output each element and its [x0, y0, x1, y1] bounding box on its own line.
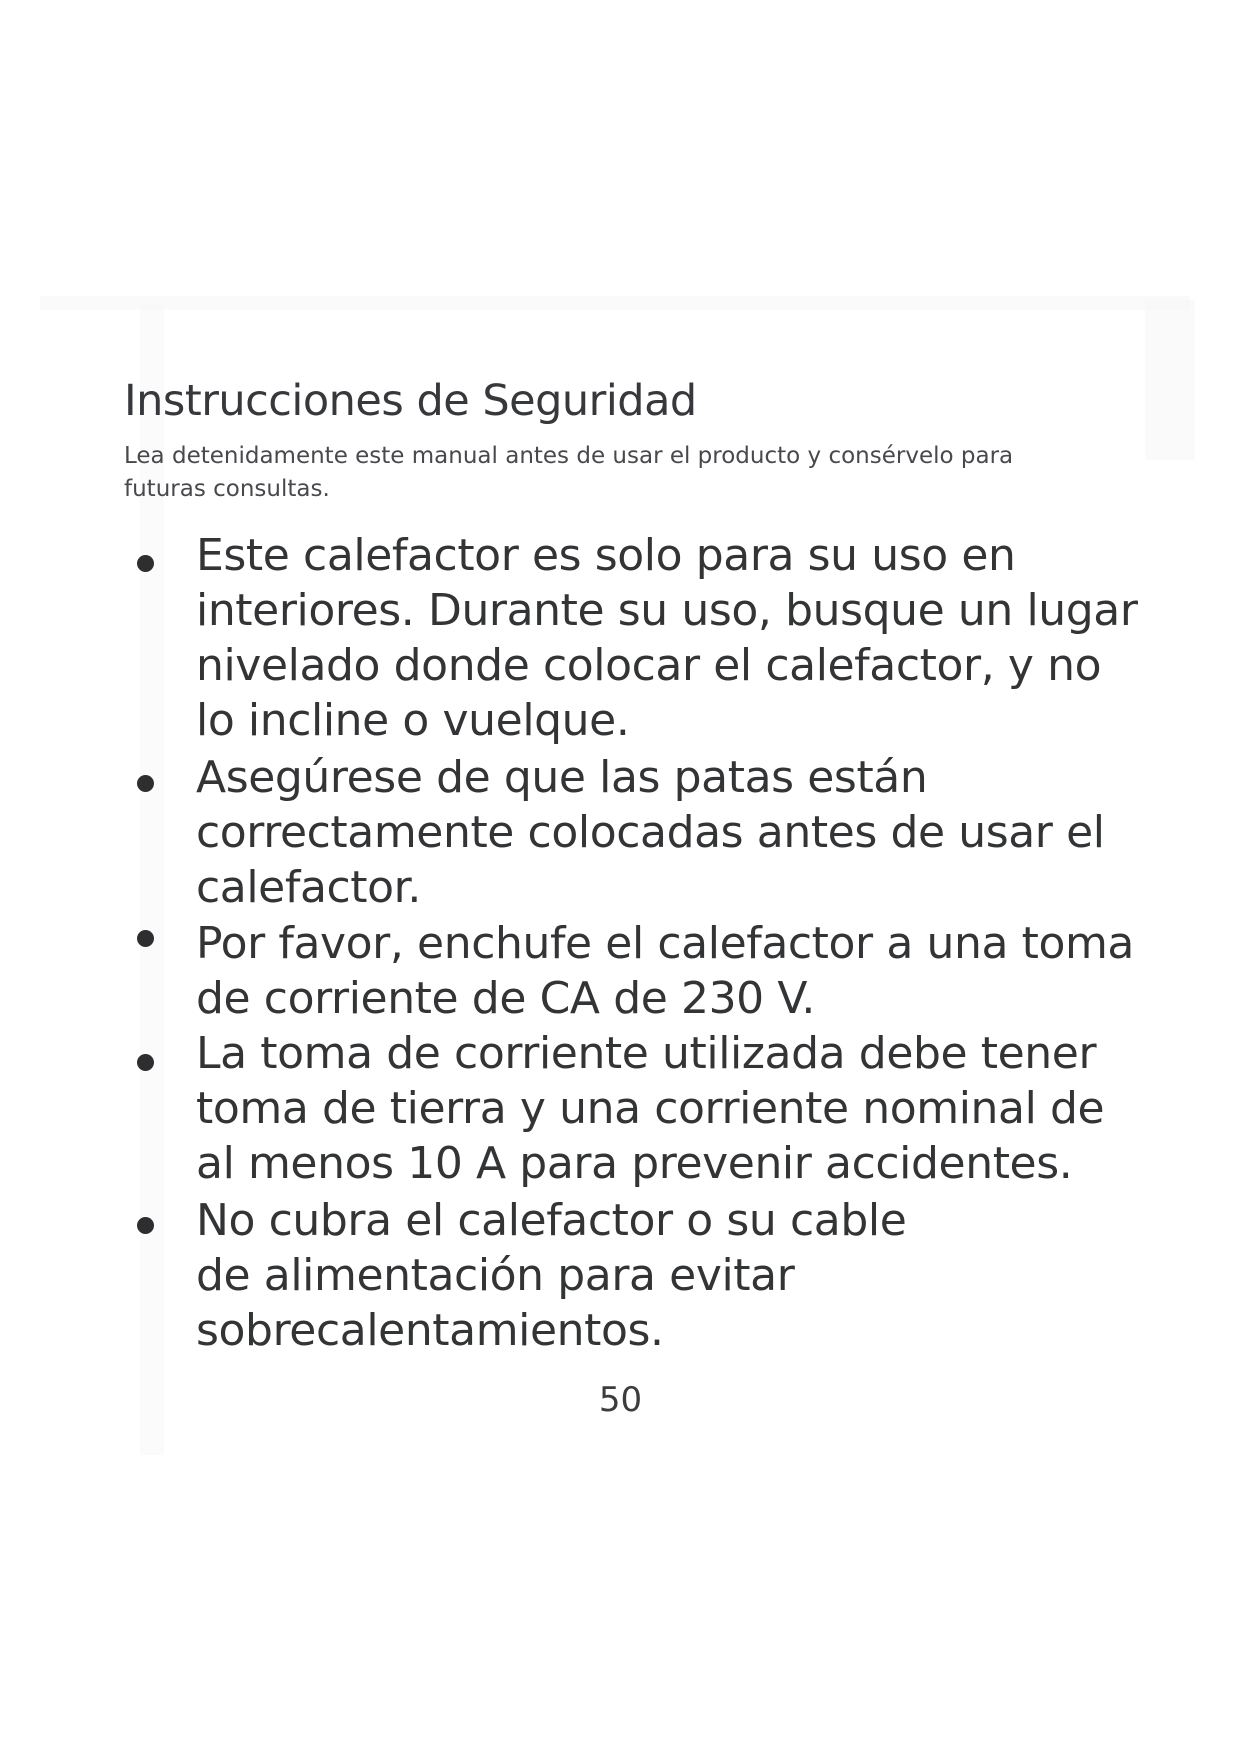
list-item-line: correctamente colocadas antes de usar el [196, 807, 1105, 858]
bullet-icon [137, 775, 154, 792]
list-item-line: lo incline o vuelque. [196, 695, 630, 746]
list-item-line: No cubra el calefactor o su cable [196, 1195, 907, 1246]
list-item-line: Este calefactor es solo para su uso en [196, 530, 1016, 581]
list-item-line: sobrecalentamientos. [196, 1305, 664, 1356]
intro-line: futuras consultas. [124, 476, 330, 502]
list-item-text [196, 1026, 1104, 1191]
list-item-line: calefactor. [196, 862, 421, 913]
list-item-text [196, 916, 1134, 1026]
list-item-text [196, 750, 1105, 915]
list-item-line: nivelado donde colocar el calefactor, y no [196, 640, 1102, 691]
list-item-line: La toma de corriente utilizada debe tener [196, 1028, 1097, 1079]
list-item-line: de corriente de CA de 230 V. [196, 973, 815, 1024]
bullet-icon [137, 930, 154, 947]
list-item-text [196, 1193, 906, 1358]
list-item-line: Por favor, enchufe el calefactor a una toma [196, 918, 1134, 969]
list-item-line: interiores. Durante su uso, busque un lugar [196, 585, 1138, 636]
bullet-icon [137, 555, 154, 572]
bullet-icon [137, 1217, 154, 1234]
page-number: 50 [598, 1380, 643, 1420]
intro-text [124, 440, 1164, 506]
bullet-icon [137, 1054, 154, 1071]
list-item-text [196, 528, 1138, 748]
list-item-line: Asegúrese de que las patas están [196, 752, 928, 803]
list-item-line: toma de tierra y una corriente nominal de [196, 1083, 1105, 1134]
scan-artifact [40, 296, 1190, 310]
list-item-line: de alimentación para evitar [196, 1250, 795, 1301]
list-item-line: al menos 10 A para prevenir accidentes. [196, 1138, 1073, 1189]
intro-line: Lea detenidamente este manual antes de usar el producto y consérvelo para [124, 443, 1014, 469]
scan-artifact [1145, 300, 1195, 460]
page-title: Instrucciones de Seguridad [124, 376, 697, 426]
